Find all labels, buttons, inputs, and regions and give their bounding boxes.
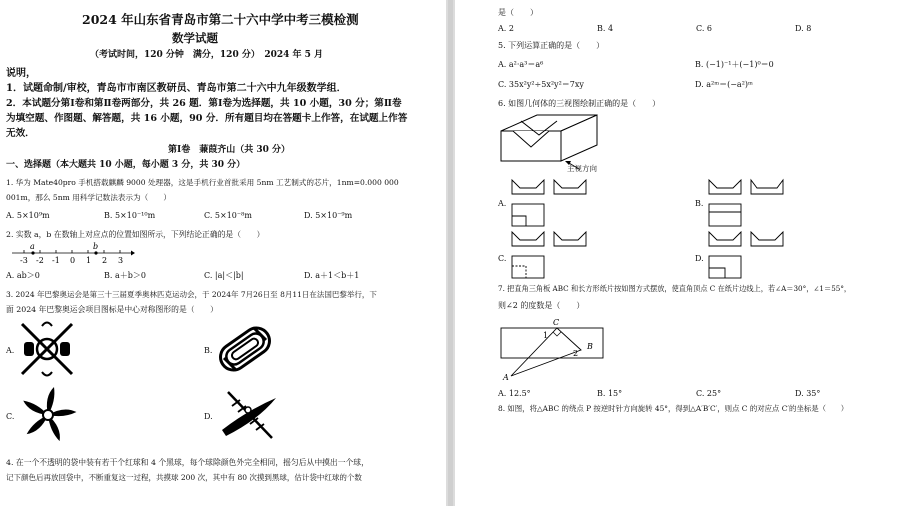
question-6-option-c-label: C. [498, 254, 507, 263]
question-4-option-a: A. 2 [498, 24, 514, 33]
section-1-heading: 一、选择题（本大题共 10 小题，每小题 3 分，共 30 分） [6, 160, 246, 170]
solid-3d-figure [499, 111, 619, 177]
olympic-fencing-icon [16, 320, 78, 378]
view-direction-label: 主视方向 [567, 164, 597, 173]
question-5-option-d: D. a²ᵐ＝(−a²)ᵐ [695, 80, 753, 89]
number-line-figure [6, 244, 136, 266]
notes-heading: 说明， [6, 68, 36, 79]
olympic-track-icon [214, 320, 276, 378]
question-4-option-d: D. 8 [795, 24, 812, 33]
question-1-option-b: B. 5×10⁻¹⁰m [104, 211, 156, 220]
question-3-option-d-label: D. [204, 412, 213, 421]
triangle-rectangle-figure [499, 316, 605, 382]
question-4-option-b: B. 4 [597, 24, 614, 33]
question-4-option-c: C. 6 [696, 24, 713, 33]
scrollbar[interactable] [448, 0, 453, 506]
note-2-line-2: 为填空题、作图题、解答题，共 16 小题，90 分．所有题目均在答题卡上作答，在试题上作答 [6, 113, 408, 124]
question-6-option-b-label: B. [695, 199, 704, 208]
tick-label: 0 [70, 256, 76, 265]
question-2-option-b: B. a＋b＞0 [104, 271, 146, 280]
three-view-option-d [707, 228, 791, 284]
document-page-right [455, 0, 900, 506]
question-5-option-b: B. (−1)⁻¹＋(−1)⁰＝0 [695, 60, 774, 69]
question-5-stem: 5. 下列运算正确的是（ ） [498, 41, 605, 50]
note-2-line-3: 无效． [6, 128, 35, 139]
exam-info: （考试时间，120 分钟 满分，120 分） 2024 年 5 月 [90, 50, 324, 60]
olympic-pinwheel-icon [18, 385, 78, 445]
exam-subtitle: 数学试题 [172, 31, 218, 45]
document-page-left [0, 0, 446, 506]
note-1: 1．试题命制/审校，青岛市市南区教研员、青岛市第二十六中九年级数学组． [6, 83, 347, 94]
question-2-option-d: D. a＋1＜b＋1 [304, 271, 360, 280]
question-4-tail: 是（ ） [498, 8, 538, 17]
number-line-ticks [24, 250, 120, 253]
question-7-option-b: B. 15° [597, 389, 623, 398]
tick-label: 2 [102, 256, 108, 265]
question-2-option-c: C. |a|＜|b| [204, 271, 244, 280]
point-b-dot [94, 251, 97, 254]
tick-label: -1 [52, 256, 60, 265]
question-1-option-d: D. 5×10⁻⁹m [304, 211, 353, 220]
point-b-label: b [93, 242, 99, 251]
question-2-option-a: A. ab＞0 [6, 271, 40, 280]
point-a-dot [31, 251, 34, 254]
three-view-option-b [707, 176, 791, 230]
question-5-option-c: C. 35x²y²÷5x²y²＝7xy [498, 80, 584, 89]
label-c: C [553, 318, 560, 327]
question-6-option-d-label: D. [695, 254, 704, 263]
question-7-line-2: 则∠2 的度数是（ ） [498, 301, 585, 310]
question-3-option-b-label: B. [204, 346, 213, 355]
label-a: A [503, 373, 509, 382]
question-1-option-c: C. 5×10⁻⁸m [204, 211, 252, 220]
label-b: B [587, 342, 593, 351]
part-1-heading: 第Ⅰ卷 蒹葭齐山（共 30 分） [168, 145, 291, 155]
question-1-option-a: A. 5×10⁹m [6, 211, 50, 220]
three-view-option-c [510, 228, 594, 284]
question-6-option-a-label: A. [498, 199, 507, 208]
question-7-option-d: D. 35° [795, 389, 821, 398]
question-3-option-c-label: C. [6, 412, 15, 421]
question-8-stem: 8. 如图，将△ABC 的绕点 P 按逆时针方向旋转 45°，得到△A′B′C′，则点 C 的对应点 C′的坐标是（ ） [498, 404, 849, 413]
tick-label: 1 [86, 256, 92, 265]
tick-label: 3 [118, 256, 124, 265]
note-2-line-1: 2．本试题分第Ⅰ卷和第Ⅱ卷两部分，共 26 题．第Ⅰ卷为选择题，共 10 小题，30 分；第Ⅱ卷 [6, 98, 402, 109]
question-7-line-1: 7. 把直角三角板 ABC 和长方形纸片按如图方式摆放，使直角顶点 C 在纸片边线上，若∠A＝30°，∠1＝55°， [498, 284, 852, 293]
point-a-label: a [30, 242, 35, 251]
tick-label: -3 [20, 256, 28, 265]
olympic-canoe-icon [218, 386, 280, 444]
question-3-option-a-label: A. [6, 346, 15, 355]
question-4-line-2: 记下颜色后再放回袋中，不断重复这一过程，共摸球 200 次，其中有 80 次摸到黑球，估计袋中红球的个数 [6, 473, 362, 482]
question-7-option-c: C. 25° [696, 389, 722, 398]
question-5-option-a: A. a²·a³＝a⁶ [498, 60, 544, 69]
question-1-line-2: 001m，那么 5nm 用科学记数法表示为（ ） [6, 193, 171, 202]
number-line-arrow [131, 251, 135, 256]
question-6-stem: 6. 如图几何体的三视图绘制正确的是（ ） [498, 99, 661, 108]
question-3-line-2: 面 2024 年巴黎奥运会项目图标是中心对称图形的是（ ） [6, 305, 218, 314]
question-7-option-a: A. 12.5° [498, 389, 531, 398]
tick-label: -2 [36, 256, 44, 265]
exam-title: 2024 年山东省青岛市第二十六中学中考三模检测 [82, 12, 359, 27]
angle-1-label: 1 [543, 331, 549, 340]
angle-2-label: 2 [573, 349, 579, 358]
three-view-option-a [510, 176, 594, 230]
question-3-line-1: 3. 2024 年巴黎奥运会是第三十三届夏季奥林匹克运动会，于 2024年 7月26日至 8月11日在法国巴黎举行，下 [6, 290, 377, 299]
question-4-line-1: 4. 在一个不透明的袋中装有若干个红球和 4 个黑球，每个球除颜色外完全相同，摇匀后从中摸出一个球， [6, 458, 369, 467]
question-1-line-1: 1. 华为 Mate40pro 手机搭载麒麟 9000 处理器，这是手机行业首批采用 5nm 工艺制式的芯片，1nm=0.000 000 [6, 178, 399, 187]
question-2-stem: 2. 实数 a，b 在数轴上对应点的位置如图所示，下列结论正确的是（ ） [6, 230, 265, 239]
